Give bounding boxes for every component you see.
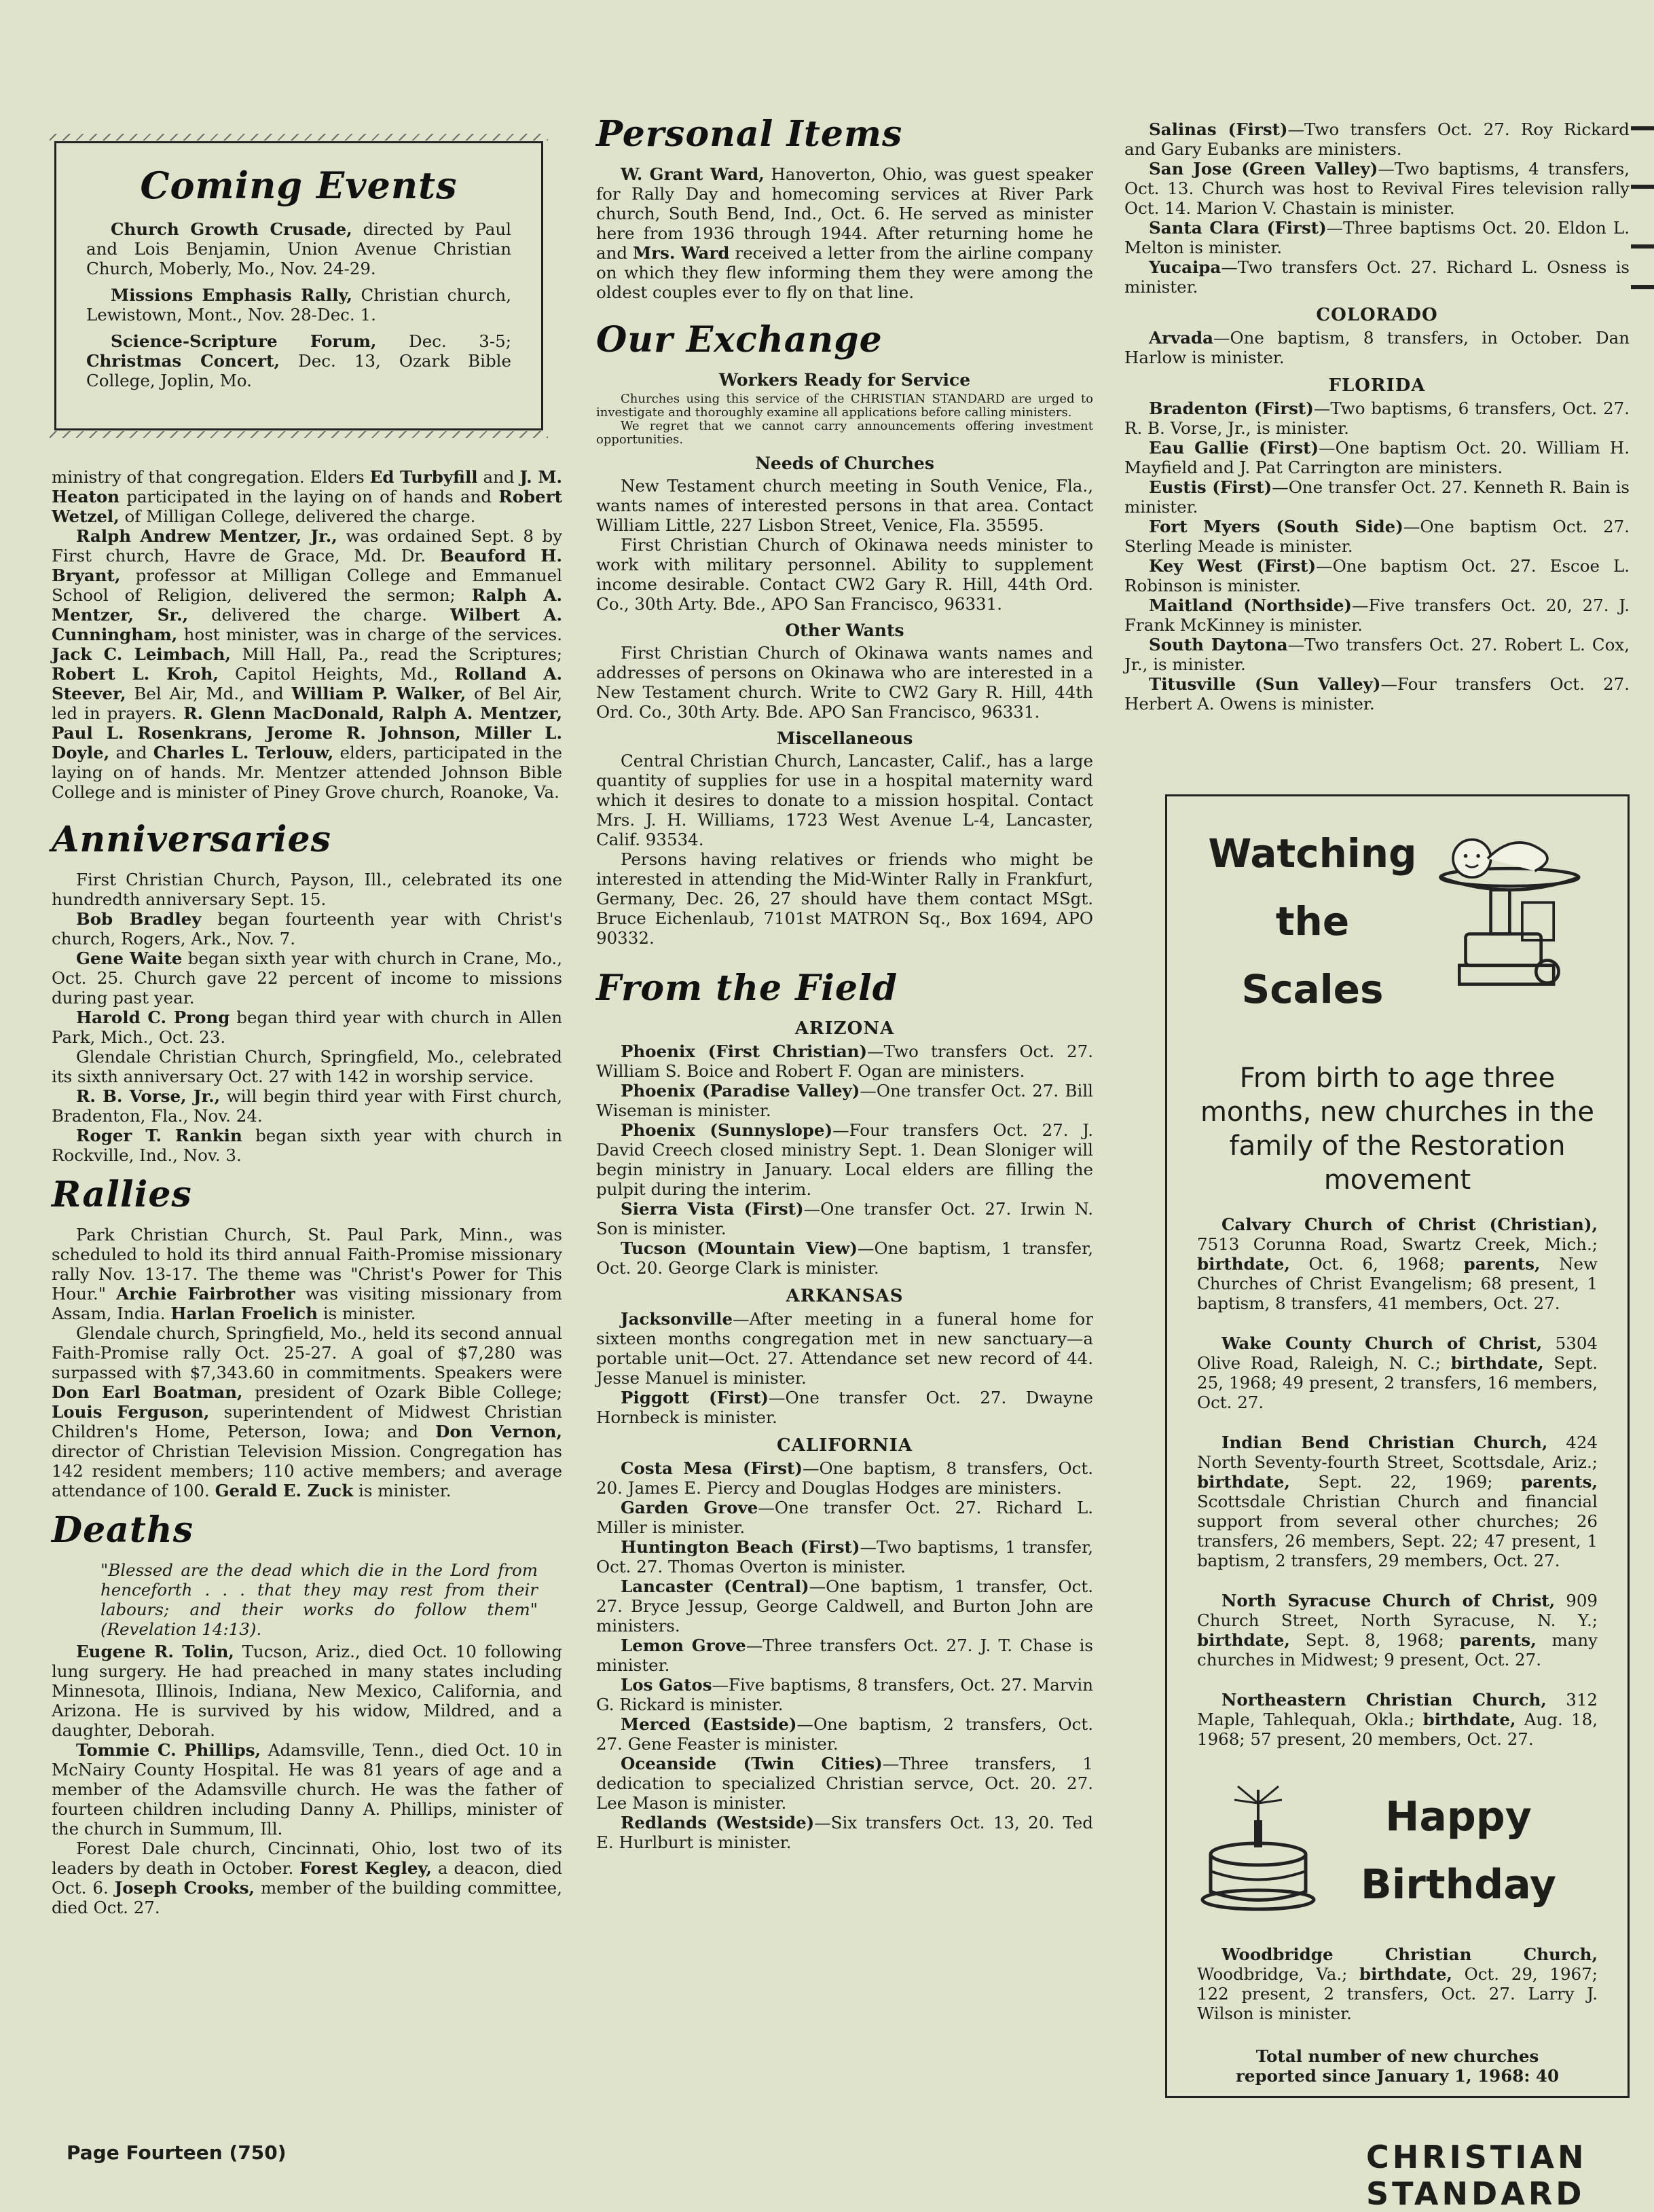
arizona-title: ARIZONA (794, 1018, 895, 1039)
other-wants-list (596, 643, 1093, 722)
death-item: Eugene R. Tolin, Tucson, Ariz., died Oct. 10 following lung surgery. He had preached in many states including Minnesota, Illinois, Indiana, New Mexico, California, and Arizona. He is survived by his widow, Mildred, and a daughter, Deborah. (52, 1642, 562, 1740)
church-report: Tucson (Mountain View)—One baptism, 1 transfer, Oct. 20. George Clark is minister. (596, 1238, 1093, 1278)
new-church-entry: Indian Bend Christian Church, 424 North Seventy-fourth Street, Scottsdale, Ariz.; birthdate, Sept. 22, 1969; parents, Scottsdale Christian Church and financial support from several other churches; 26 transfers, 26 members, Sept. 22; 47 present, 1 baptism, 2 transfers, 29 members, Oct. 27. (1197, 1433, 1598, 1570)
coming-event-item: Church Growth Crusade, directed by Paul and Lois Benjamin, Union Avenue Christian Church, Moberly, Mo., Nov. 24-29. (86, 219, 511, 278)
anniversary-item: First Christian Church, Payson, Ill., celebrated its one hundredth anniversary Sept. 15. (52, 870, 562, 909)
rallies-list (52, 1225, 562, 1500)
workers-notice: Churches using this service of the CHRISTIAN STANDARD are urged to investigate and thoroughly examine all applications before calling ministers. (596, 392, 1093, 420)
edge-mark (1631, 244, 1654, 248)
arkansas-list (596, 1309, 1093, 1427)
florida-title: FLORIDA (1328, 375, 1426, 396)
death-item: Tommie C. Phillips, Adamsville, Tenn., died Oct. 10 in McNairy County Hospital. He was 81 years of age and a member of the Adamsville church. He was the father of fourteen children including Danny A. Phillips, minister of the church in Summum, Ill. (52, 1740, 562, 1839)
church-report: Huntington Beach (First)—Two baptisms, 1 transfer, Oct. 27. Thomas Overton is minister. (596, 1537, 1093, 1577)
new-churches-box (1165, 794, 1630, 2098)
other-want-item: First Christian Church of Okinawa wants names and addresses of persons on Okinawa who are interested in a New Testament church. Write to CW2 Gary R. Hill, 44th Ord. Co., 30th Arty. Bde. APO San Francisco, 96331. (596, 643, 1093, 722)
birthday-line: Birthday (1361, 1861, 1556, 1909)
anniversary-item: Bob Bradley began fourteenth year with Christ's church, Rogers, Ark., Nov. 7. (52, 909, 562, 948)
colorado-list (1124, 328, 1630, 367)
anniversary-item: Roger T. Rankin began sixth year with church in Rockville, Ind., Nov. 3. (52, 1126, 562, 1165)
church-report: Eustis (First)—One transfer Oct. 27. Kenneth R. Bain is minister. (1124, 477, 1630, 517)
ordination-text (52, 467, 562, 802)
anniversary-item: R. B. Vorse, Jr., will begin third year with First church, Bradenton, Fla., Nov. 24. (52, 1086, 562, 1126)
paragraph: ministry of that congregation. Elders Ed Turbyfill and J. M. Heaton participated in the laying on of hands and Robert Wetzel, of Milligan College, delivered the charge. (52, 467, 562, 526)
page-number: Page Fourteen (750) (67, 2141, 287, 2164)
coming-event-item: Missions Emphasis Rally, Christian church, Lewistown, Mont., Nov. 28-Dec. 1. (86, 285, 511, 325)
new-church-entry: Calvary Church of Christ (Christian), 7513 Corunna Road, Swartz Creek, Mich.; birthdate, Oct. 6, 1968; parents, New Churches of Christ Evangelism; 68 present, 1 baptism, 8 transfers, 41 members, Oct. 27. (1197, 1215, 1598, 1313)
california-continued-list (1124, 119, 1630, 297)
new-church-entry: Wake County Church of Christ, 5304 Olive Road, Raleigh, N. C.; birthdate, Sept. 25, 1968; 49 present, 2 transfers, 16 members, Oct. 27. (1197, 1333, 1598, 1412)
church-report: Santa Clara (First)—Three baptisms Oct. 20. Eldon L. Melton is minister. (1124, 218, 1630, 257)
florida-list (1124, 399, 1630, 714)
church-report: Redlands (Westside)—Six transfers Oct. 13, 20. Ted E. Hurlburt is minister. (596, 1813, 1093, 1852)
total-new-churches: Total number of new churches reported since January 1, 1968: 40 (1236, 2046, 1559, 2086)
needs-title: Needs of Churches (755, 454, 934, 473)
deaths-heading: Deaths (52, 1509, 194, 1551)
scales-title-line: Scales (1241, 966, 1384, 1012)
column-middle (596, 114, 1093, 1852)
rally-item: Glendale church, Springfield, Mo., held its second annual Faith-Promise rally Oct. 25-27. A goal of $7,280 was surpassed with $7,343.60 in commitments. Speakers were Don Earl Boatman, president of Ozark Bible College; Louis Ferguson, superintendent of Midwest Christian Children's Home, Peterson, Iowa; and Don Vernon, director of Christian Television Mission. Congregation has 142 resident members; 110 active members; and average attendance of 100. Gerald E. Zuck is minister. (52, 1323, 562, 1500)
watching-title-line: Watching (1208, 830, 1417, 877)
the-title-line: the (1275, 898, 1350, 944)
magazine-name: CHRISTIAN STANDARD (1366, 2139, 1587, 2212)
church-report: Eau Gallie (First)—One baptism Oct. 20. William H. Mayfield and J. Pat Carrington are ministers. (1124, 438, 1630, 477)
birthday-cake-illustration (1197, 1783, 1319, 1919)
column-left (52, 467, 562, 1917)
paragraph: Ralph Andrew Mentzer, Jr., was ordained Sept. 8 by First church, Havre de Grace, Md. Dr. Beauford H. Bryant, professor at Milligan College and Emmanuel School of Religion, delivered the sermon; Ralph A. Mentzer, Sr., delivered the charge. Wilbert A. Cunningham, host minister, was in charge of the services. Jack C. Leimbach, Mill Hall, Pa., read the Scriptures; Robert L. Kroh, Capitol Heights, Md., Rolland A. Steever, Bel Air, Md., and William P. Walker, of Bel Air, led in prayers. R. Glenn MacDonald, Ralph A. Mentzer, Paul L. Rosenkrans, Jerome R. Johnson, Miller L. Doyle, and Charles L. Terlouw, elders, participated in the laying on of hands. Mr. Mentzer attended Johnson Bible College and is minister of Piney Grove church, Roanoke, Va. (52, 526, 563, 802)
need-item: First Christian Church of Okinawa needs minister to work with military personnel. Ability to supplement income desirable. Contact CW2 Gary R. Hill, 44th Ord. Co., 30th Arty. Bde., APO San Francisco, 96331. (596, 535, 1093, 614)
edge-mark (1631, 185, 1654, 189)
church-report: Phoenix (Paradise Valley)—One transfer Oct. 27. Bill Wiseman is minister. (596, 1081, 1093, 1120)
coming-events-box (54, 141, 543, 430)
church-report: Jacksonville—After meeting in a funeral home for sixteen months congregation met in new sanctuary—a portable unit—Oct. 27. Attendance set new record of 44. Jesse Manuel is minister. (596, 1309, 1093, 1388)
workers-notice-2: We regret that we cannot carry announcements offering investment opportunities. (596, 419, 1093, 447)
church-report: Phoenix (Sunnyslope)—Four transfers Oct. 27. J. David Creech closed ministry Sept. 1. Dean Sloniger will begin ministry in January. Local elders are filling the pulpit during the interim. (596, 1120, 1094, 1199)
rally-item: Park Christian Church, St. Paul Park, Minn., was scheduled to hold its third annual Faith-Promise missionary rally Nov. 13-17. The theme was "Christ's Power for This Hour." Archie Fairbrother was visiting missionary from Assam, India. Harlan Froelich is minister. (52, 1225, 562, 1323)
anniversaries-heading: Anniversaries (52, 819, 331, 860)
church-report: Phoenix (First Christian)—Two transfers Oct. 27. William S. Boice and Robert F. Ogan are ministers. (596, 1042, 1093, 1081)
church-report: Bradenton (First)—Two baptisms, 6 transfers, Oct. 27. R. B. Vorse, Jr., is minister. (1124, 399, 1630, 438)
baby-on-scale-illustration (1428, 826, 1598, 1016)
church-report: Lemon Grove—Three transfers Oct. 27. J. T. Chase is minister. (596, 1636, 1093, 1675)
misc-title: Miscellaneous (776, 729, 913, 748)
church-report: Titusville (Sun Valley)—Four transfers Oct. 27. Herbert A. Owens is minister. (1124, 674, 1630, 714)
anniversaries-list (52, 870, 562, 1165)
church-report: Costa Mesa (First)—One baptism, 8 transfers, Oct. 20. James E. Piercy and Douglas Hodges are ministers. (596, 1458, 1093, 1498)
anniversary-item: Harold C. Prong began third year with church in Allen Park, Mich., Oct. 23. (52, 1008, 562, 1047)
coming-events-list (86, 219, 511, 390)
new-churches-promo: From birth to age three months, new churches in the family of the Restoration movement (1200, 1063, 1595, 1196)
column-right (1124, 119, 1630, 714)
deaths-quote: "Blessed are the dead which die in the Lord from henceforth . . . that they may rest from their labours; and their works do follow them" (Revelation 14:13). (100, 1560, 538, 1639)
other-wants-title: Other Wants (785, 621, 904, 640)
edge-mark (1631, 285, 1654, 289)
new-churches-entries (1197, 1215, 1598, 1749)
personal-item: W. Grant Ward, Hanoverton, Ohio, was guest speaker for Rally Day and homecoming services at River Park church, South Bend, Ind., Oct. 6. He served as minister here from 1936 through 1944. After returning home he and Mrs. Ward received a letter from the airline company on which they flew informing them they were among the oldest couples ever to fly on that line. (596, 164, 1094, 302)
from-the-field-heading: From the Field (596, 967, 898, 1009)
arkansas-title: ARKANSAS (786, 1286, 904, 1306)
new-church-entry: Northeastern Christian Church, 312 Maple, Tahlequah, Okla.; birthdate, Aug. 18, 1968; 57 present, 20 members, Oct. 27. (1197, 1690, 1598, 1749)
personal-items-heading: Personal Items (596, 113, 903, 155)
church-report: Los Gatos—Five baptisms, 8 transfers, Oct. 27. Marvin G. Rickard is minister. (596, 1675, 1093, 1714)
church-report: Key West (First)—One baptism Oct. 27. Escoe L. Robinson is minister. (1124, 556, 1630, 595)
misc-item: Persons having relatives or friends who might be interested in attending the Mid-Winter Rally in Frankfurt, Germany, Dec. 26, 27 should have them contact MSgt. Bruce Eichenlaub, 7101st MATRON Sq., Box 1694, APO 90332. (596, 849, 1093, 948)
happy-line: Happy (1385, 1793, 1532, 1841)
church-report: Yucaipa—Two transfers Oct. 27. Richard L. Osness is minister. (1124, 257, 1630, 297)
church-report: Fort Myers (South Side)—One baptism Oct. 27. Sterling Meade is minister. (1124, 517, 1630, 556)
church-report: San Jose (Green Valley)—Two baptisms, 4 transfers, Oct. 13. Church was host to Revival Fires television rally Oct. 14. Marion V. Chastain is minister. (1124, 159, 1630, 218)
death-item: Forest Dale church, Cincinnati, Ohio, lost two of its leaders by death in October. Forest Kegley, a deacon, died Oct. 6. Joseph Crooks, member of the building committee, died Oct. 27. (52, 1839, 562, 1917)
anniversary-item: Glendale Christian Church, Springfield, Mo., celebrated its sixth anniversary Oct. 27 with 142 in worship service. (52, 1047, 562, 1086)
church-report: Piggott (First)—One transfer Oct. 27. Dwayne Hornbeck is minister. (596, 1388, 1093, 1427)
church-report: Oceanside (Twin Cities)—Three transfers, 1 dedication to specialized Christian servce, Oct. 20. 27. Lee Mason is minister. (596, 1754, 1093, 1813)
church-report: South Daytona—Two transfers Oct. 27. Robert L. Cox, Jr., is minister. (1124, 635, 1630, 674)
personal-items-list (596, 164, 1093, 302)
anniversary-item: Gene Waite began sixth year with church in Crane, Mo., Oct. 25. Church gave 22 percent of income to missions during past year. (52, 948, 562, 1008)
needs-list (596, 476, 1093, 614)
church-report: Merced (Eastside)—One baptism, 2 transfers, Oct. 27. Gene Feaster is minister. (596, 1714, 1093, 1754)
california-list (596, 1458, 1093, 1852)
rallies-heading: Rallies (52, 1174, 192, 1215)
church-report: Lancaster (Central)—One baptism, 1 transfer, Oct. 27. Bryce Jessup, George Caldwell, and Burton John are ministers. (596, 1577, 1093, 1636)
need-item: New Testament church meeting in South Venice, Fla., wants names of interested persons in that area. Contact William Little, 227 Lisbon Street, Venice, Fla. 35595. (596, 476, 1093, 535)
birthday-entry: Woodbridge Christian Church, Woodbridge, Va.; birthdate, Oct. 29, 1967; 122 present, 2 transfers, Oct. 27. Larry J. Wilson is minister. (1197, 1944, 1598, 2023)
arizona-list (596, 1042, 1093, 1278)
our-exchange-heading: Our Exchange (596, 319, 883, 361)
church-report: Sierra Vista (First)—One transfer Oct. 27. Irwin N. Son is minister. (596, 1199, 1093, 1238)
deaths-list (52, 1642, 562, 1917)
church-report: Garden Grove—One transfer Oct. 27. Richard L. Miller is minister. (596, 1498, 1093, 1537)
coming-events-heading: Coming Events (140, 164, 458, 207)
edge-mark (1631, 126, 1654, 130)
church-report: Salinas (First)—Two transfers Oct. 27. Roy Rickard and Gary Eubanks are ministers. (1124, 119, 1630, 159)
misc-item: Central Christian Church, Lancaster, Calif., has a large quantity of supplies for use in a hospital maternity ward which it desires to donate to a mission hospital. Contact Mrs. J. H. Williams, 1723 West Avenue L-4, Lancaster, Calif. 93534. (596, 751, 1093, 849)
new-church-entry: North Syracuse Church of Christ, 909 Church Street, North Syracuse, N. Y.; birthdate, Sept. 8, 1968; parents, many churches in Midwest; 9 present, Oct. 27. (1197, 1591, 1598, 1670)
workers-title: Workers Ready for Service (718, 370, 971, 390)
church-report: Maitland (Northside)—Five transfers Oct. 20, 27. J. Frank McKinney is minister. (1124, 595, 1630, 635)
church-report: Arvada—One baptism, 8 transfers, in October. Dan Harlow is minister. (1124, 328, 1630, 367)
colorado-title: COLORADO (1316, 305, 1438, 325)
coming-event-item: Science-Scripture Forum, Dec. 3-5; Christmas Concert, Dec. 13, Ozark Bible College, Joplin, Mo. (86, 331, 511, 390)
misc-list (596, 751, 1093, 948)
california-title: CALIFORNIA (776, 1435, 913, 1456)
